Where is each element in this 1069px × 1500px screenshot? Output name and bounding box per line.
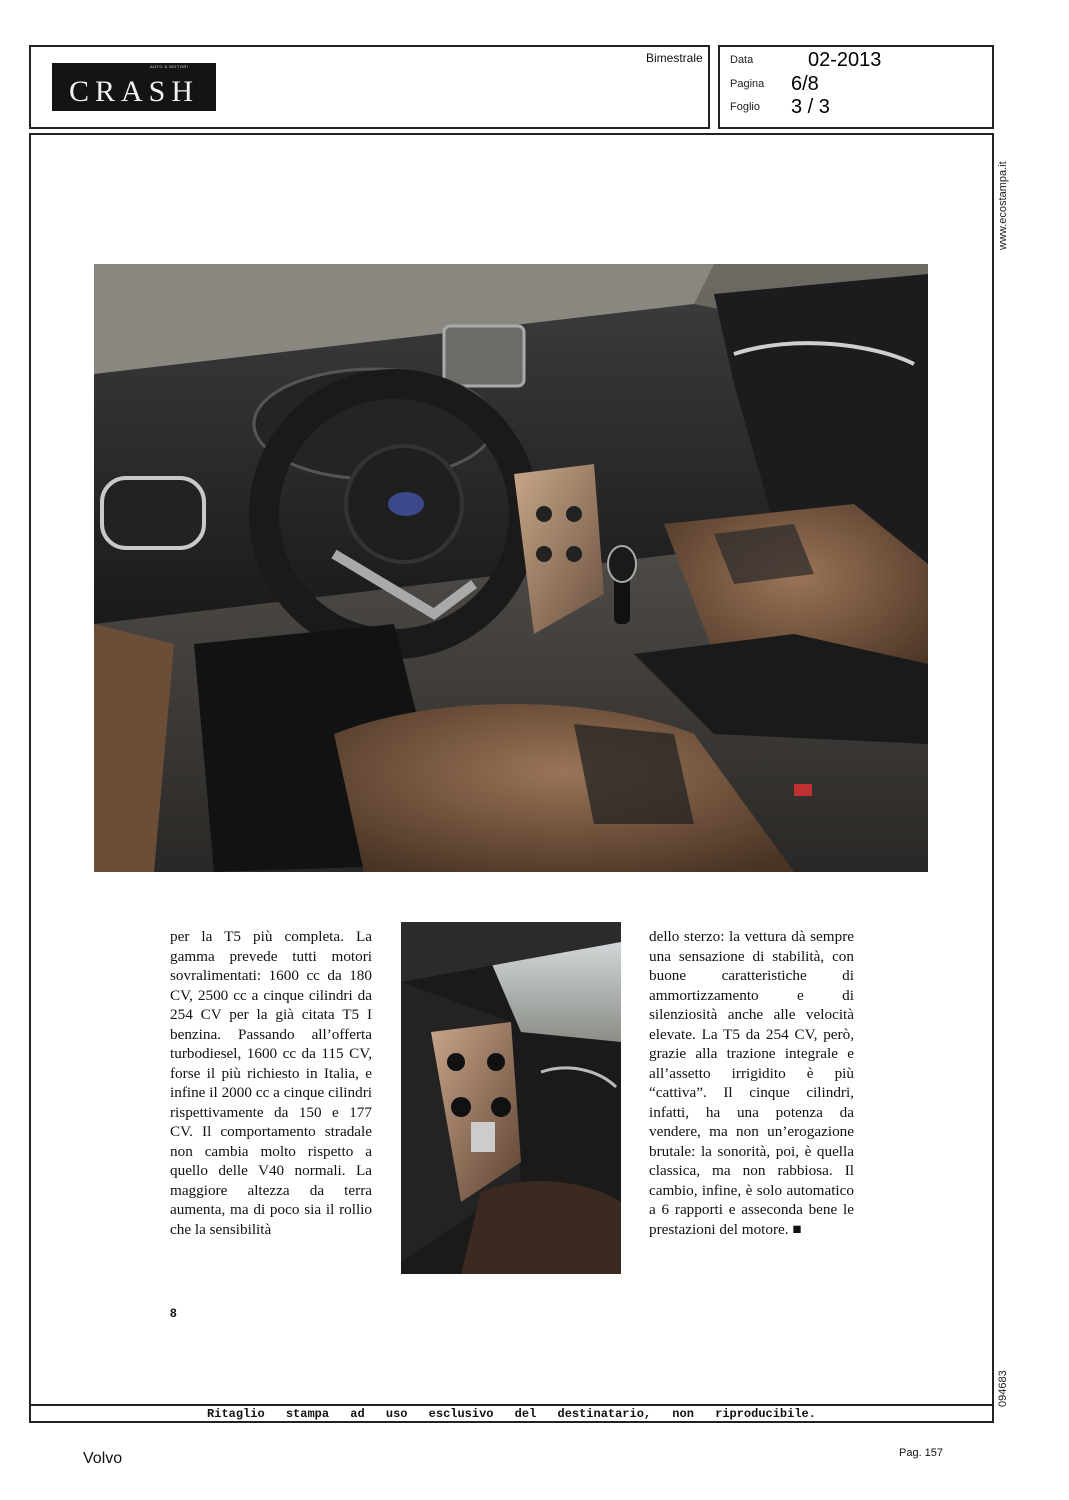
data-label: Data — [730, 54, 754, 66]
foglio-label: Foglio — [730, 101, 760, 113]
website-vertical: www.ecostampa.it — [997, 161, 1009, 250]
center-console-photo — [401, 922, 621, 1274]
article-column-2 — [649, 927, 854, 1239]
foglio-value: 3 / 3 — [791, 96, 830, 118]
article-text-col2: dello sterzo: la vettura dà sempre una sensazione di stabilità, con buone caratteristiche di ammortizzamento e di silenziosità anche alle velocità elevate. La T5 da 254 CV, però, grazie alla trazione integrale e all’assetto irrigidito è più “cattiva”. Il cinque cilindri, infatti, ha una potenza da vendere, ma non un’erogazione brutale: la sonorità, poi, è quella classica, ma non rabbiosa. Il cambio, infine, è solo automatico a 6 rapporti e asseconda bene le prestazioni del motore. ■ — [649, 928, 854, 1238]
frequency-label: Bimestrale — [646, 51, 703, 65]
magazine-page-number: 8 — [170, 1306, 177, 1320]
pagina-value: 6/8 — [791, 73, 819, 95]
logo-subtitle: AUTO & MOTORI — [150, 64, 189, 69]
article-text-col1: per la T5 più completa. La gamma prevede tutti motori sovralimentati: 1600 cc da 180 CV, 2500 cc a cinque cilindri da 254 CV per la già citata T5 I benzina. Passando all’offerta turbodiesel, 1600 cc da 115 CV, forse il più richiesto in Italia, e infine il 2000 cc a cinque cilindri rispettivamente da 150 e 177 CV. Il comportamento stradale non cambia molto rispetto a quello delle V40 normali. La maggiore altezza da terra aumenta, ma di poco sia il rollio che la sensibilità — [170, 928, 372, 1238]
crash-logo: CRASH — [52, 63, 216, 111]
car-interior-photo — [94, 264, 928, 872]
code-vertical: 094683 — [997, 1370, 1009, 1407]
clipping-notice: Ritaglio stampa ad uso esclusivo del destinatario, non riproducibile. — [207, 1407, 816, 1421]
pagina-label: Pagina — [730, 78, 765, 90]
archive-page-label: Pag. 157 — [899, 1447, 944, 1459]
article-column-1 — [170, 927, 372, 1239]
data-value: 02-2013 — [808, 49, 882, 71]
brand-label: Volvo — [83, 1450, 123, 1467]
